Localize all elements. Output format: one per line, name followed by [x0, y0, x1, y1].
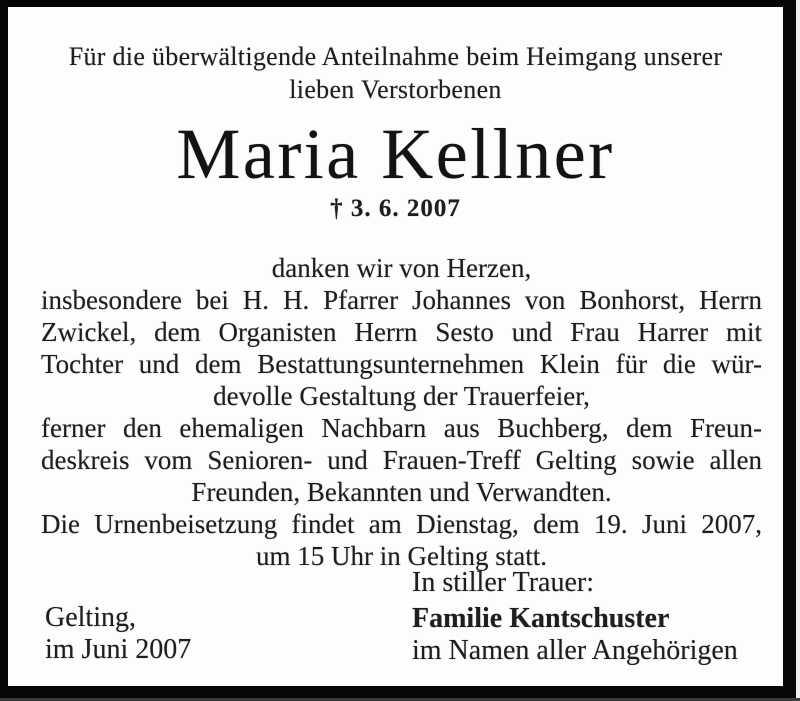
family-name: Familie Kantschuster	[412, 603, 670, 634]
body-line: um 15 Uhr in Gelting statt.	[256, 541, 547, 571]
body-line: Zwickel, dem Organisten Herrn Sesto und Frau Harrer mit	[41, 317, 762, 347]
intro-text	[8, 40, 783, 106]
body-line: Tochter und dem Bestattungsunternehmen Klein für die wür-	[41, 349, 762, 379]
body-line: insbesondere bei H. H. Pfarrer Johannes von Bonhorst, Herrn	[41, 285, 762, 315]
on-behalf-text: im Namen aller Angehörigen	[412, 635, 738, 666]
body-line: Freunden, Bekannten und Verwandten.	[191, 477, 612, 507]
body-line: devolle Gestaltung der Trauerfeier,	[213, 381, 590, 411]
in-mourning-label: In stiller Trauer:	[412, 567, 594, 598]
body-line: danken wir von Herzen,	[271, 253, 532, 283]
thanks-paragraph	[41, 252, 762, 572]
body-line: Die Urnenbeisetzung findet am Dienstag, dem 19. Juni 2007,	[41, 509, 762, 539]
place-date-block	[45, 602, 191, 666]
body-line: deskreis vom Senioren- und Frauen-Treff Gelting sowie allen	[41, 445, 762, 475]
deceased-name: Maria Kellner	[176, 114, 615, 194]
place-text: Gelting,	[45, 602, 136, 633]
scan-edge-right	[796, 0, 800, 701]
intro-line-1: Für die überwältigende Anteilnahme beim Heimgang unserer	[68, 42, 723, 71]
mourners-block	[412, 567, 738, 667]
death-date: † 3. 6. 2007	[330, 195, 461, 222]
body-line: ferner den ehemaligen Nachbarn aus Buchberg, dem Freun-	[41, 413, 762, 443]
intro-line-2: lieben Verstorbenen	[289, 75, 502, 104]
date-text: im Juni 2007	[45, 634, 192, 665]
obituary-card	[8, 7, 783, 686]
